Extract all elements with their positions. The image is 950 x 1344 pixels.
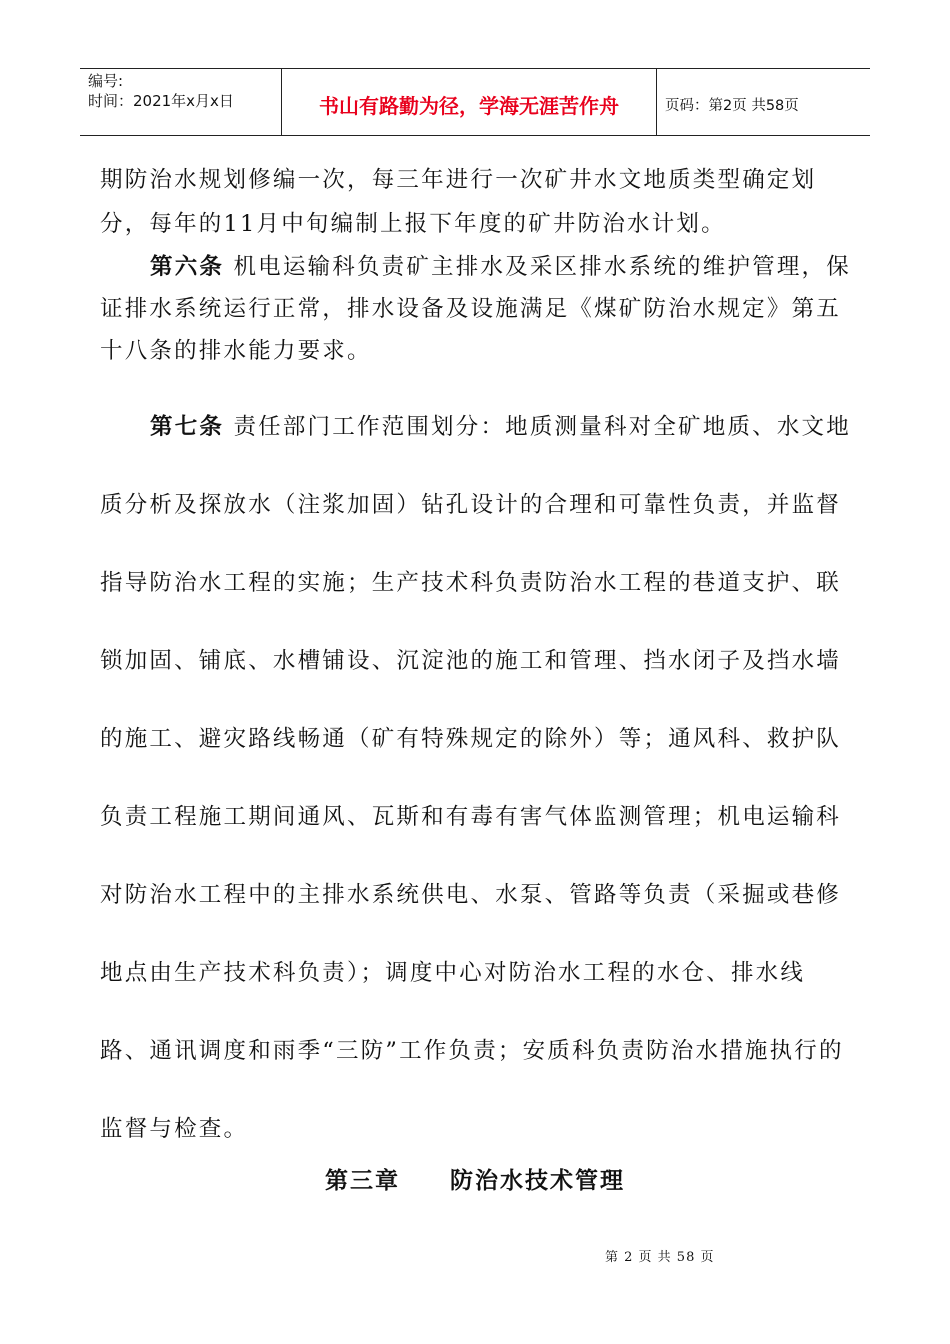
header-motto: 书山有路勤为径，学海无涯苦作舟 xyxy=(282,69,657,135)
article-7 xyxy=(100,388,852,1168)
header-left-cell xyxy=(80,69,282,135)
document-number-label: 编号: xyxy=(88,72,124,90)
article-6 xyxy=(100,246,852,372)
article-6-text: 机电运输科负责矿主排水及采区排水系统的维护管理，保证排水系统运行正常，排水设备及设施满足《煤矿防治水规定》第五十八条的排水能力要求。 xyxy=(100,254,851,364)
document-time-label: 时间：2021年x月x日 xyxy=(88,92,234,110)
article-7-text: 责任部门工作范围划分：地质测量科对全矿地质、水文地质分析及探放水（注浆加固）钻孔设计的合理和可靠性负责，并监督指导防治水工程的实施；生产技术科负责防治水工程的巷道支护、联锁加固、铺底、水槽铺设、沉淀池的施工和管理、挡水闭子及挡水墙的施工、避灾路线畅通（矿有特殊规定的除外）等；通风科、救护队负责工程施工期间通风、瓦斯和有毒有害气体监测管理；机电运输科对防治水工程中的主排水系统供电、水泵、管路等负责（采掘或巷修地点由生产技术科负责）；调度中心对防治水工程的水仓、排水线路、通讯调度和雨季“三防”工作负责；安质科负责防治水措施执行的监督与检查。 xyxy=(100,414,851,1142)
chapter-heading: 第三章 防治水技术管理 xyxy=(324,1167,626,1194)
page-footer: 第 2 页 共 58 页 xyxy=(605,1250,715,1265)
article-6-title: 第六条 xyxy=(150,254,225,280)
header-page-info: 页码：第2页 共58页 xyxy=(665,97,799,114)
document-header xyxy=(80,68,870,136)
article-7-title: 第七条 xyxy=(150,414,225,440)
paragraph-continuation: 期防治水规划修编一次，每三年进行一次矿井水文地质类型确定划分，每年的11月中旬编制上报下年度的矿井防治水计划。 xyxy=(100,167,817,237)
